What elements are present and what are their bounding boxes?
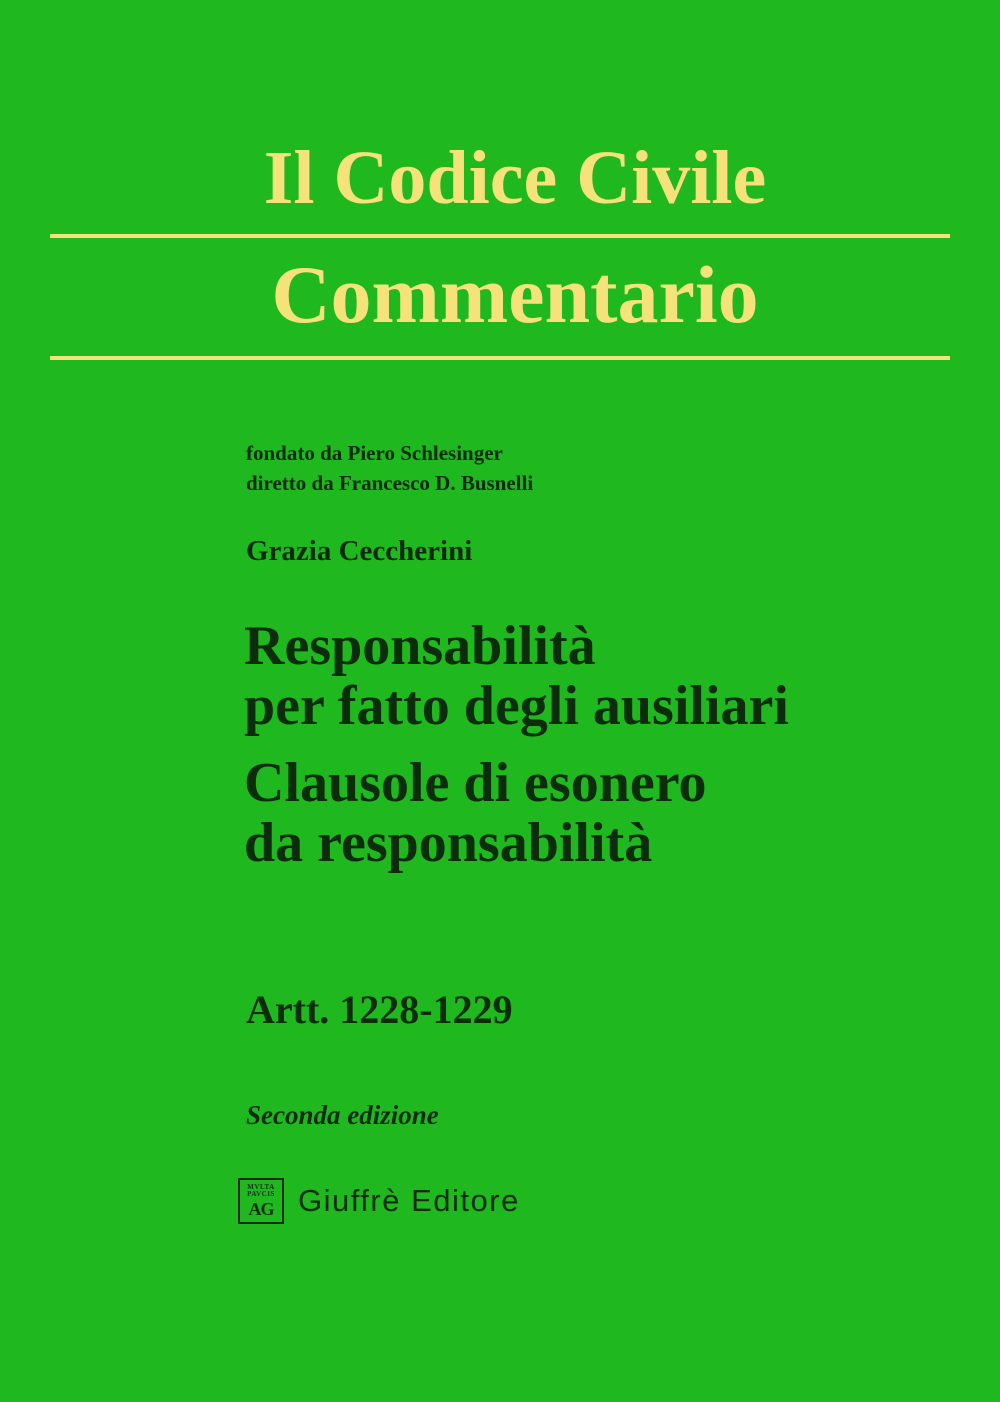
series-title: Il Codice Civile: [263, 136, 767, 220]
credit-director: diretto da Francesco D. Busnelli: [246, 471, 534, 496]
credit-founder: fondato da Piero Schlesinger: [246, 441, 503, 465]
articles-reference: Artt. 1228-1229: [246, 987, 513, 1032]
book-title-line-2: per fatto degli ausiliari: [244, 675, 789, 738]
series-block: [50, 136, 950, 360]
divider-top: [50, 234, 950, 238]
logo-motto-line-2: PAVCIS: [247, 1190, 275, 1198]
divider-bottom: [50, 356, 950, 360]
book-title-line-3: Clausole di esonero: [244, 751, 707, 814]
publisher-block: [238, 1178, 520, 1224]
book-title-line-1: Responsabilità: [244, 615, 596, 677]
publisher-logo-icon: [238, 1178, 284, 1224]
publisher-name: Giuffrè Editore: [298, 1183, 520, 1218]
credits: [246, 438, 946, 499]
logo-monogram: AG: [248, 1199, 274, 1219]
book-title-line-4: da responsabilità: [244, 812, 653, 875]
author-name: Grazia Ceccherini: [246, 535, 473, 567]
title-spacer: [244, 737, 964, 753]
book-title: [244, 616, 964, 874]
series-subtitle: Commentario: [271, 249, 759, 340]
edition-label: Seconda edizione: [246, 1100, 439, 1130]
logo-motto-line-1: MVLTA: [247, 1183, 275, 1191]
